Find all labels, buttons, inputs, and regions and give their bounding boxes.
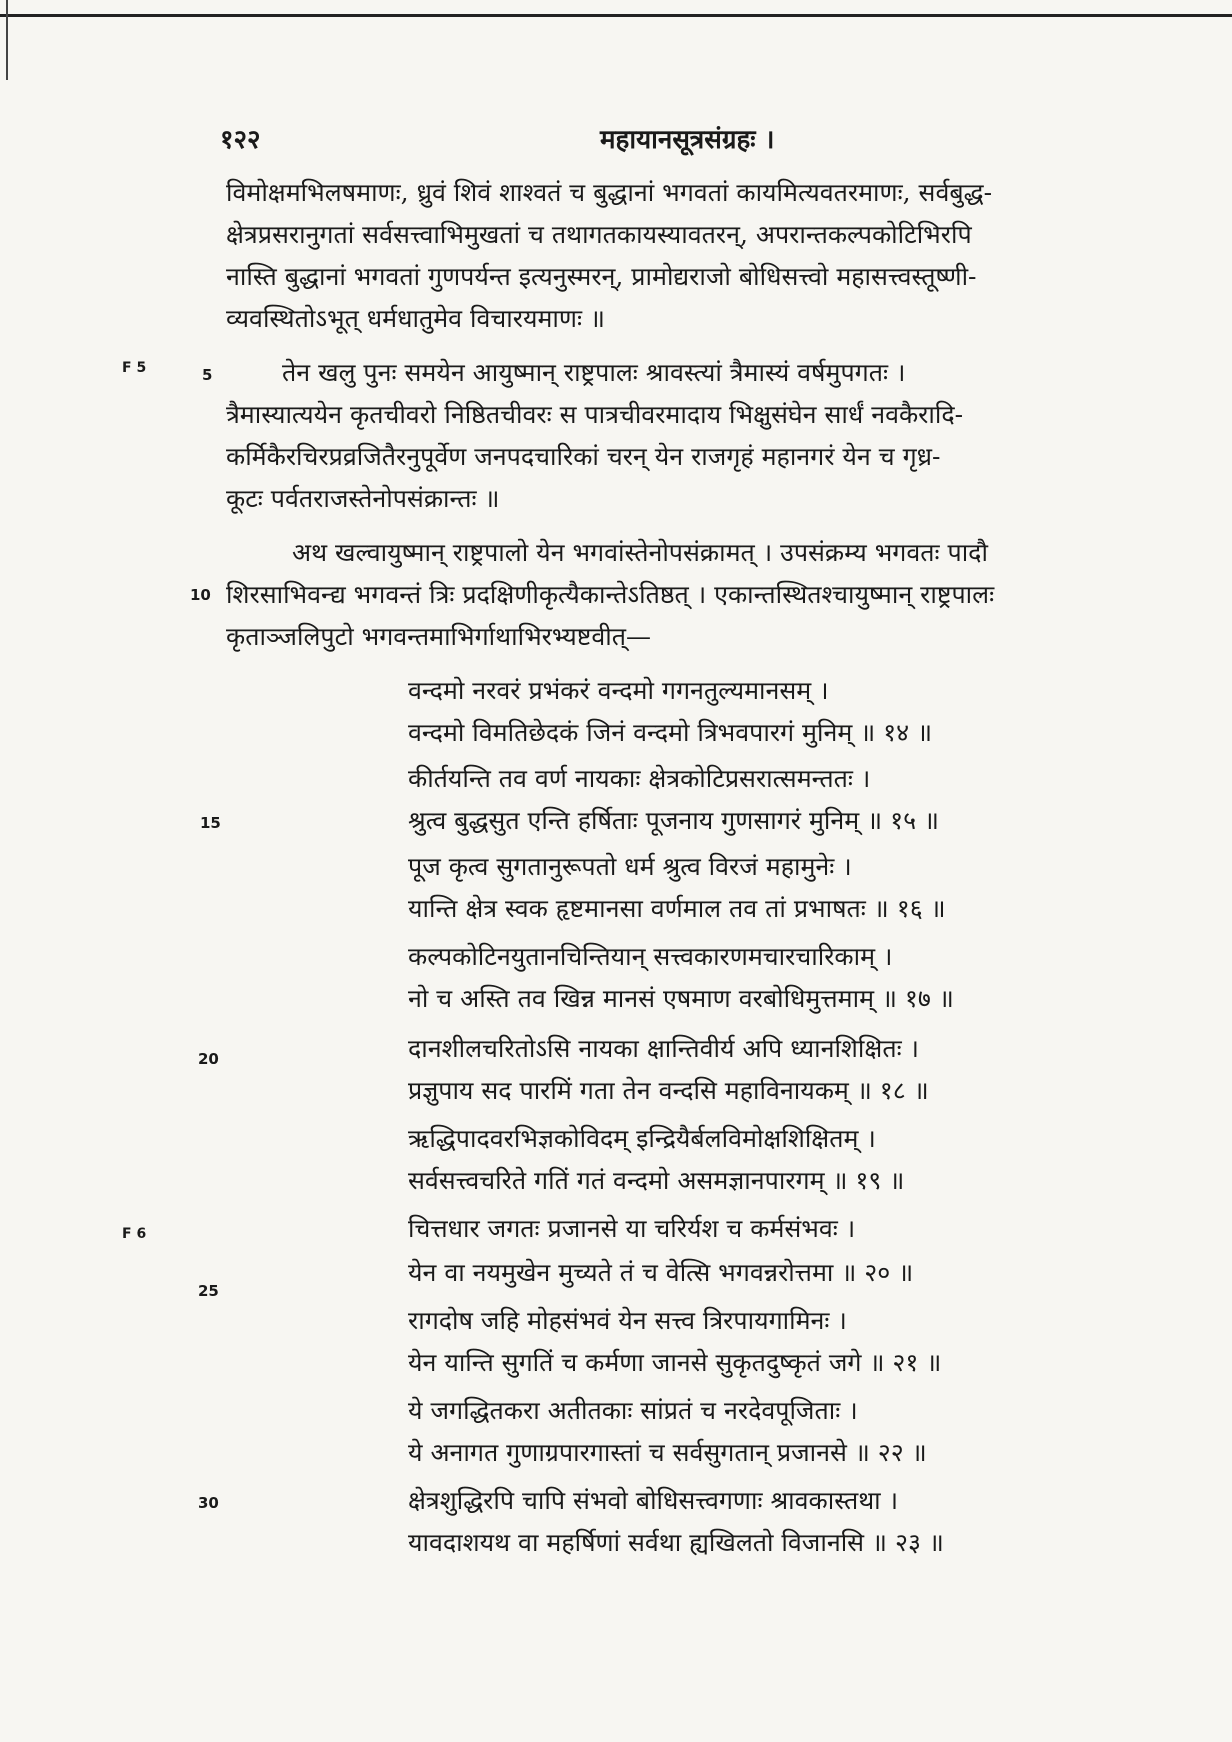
- page-number: १२२: [220, 125, 261, 155]
- running-title: महायानसूत्रसंग्रहः ।: [600, 125, 775, 155]
- verse-line: सर्वसत्त्वचरिते गतिं गतं वन्दमो असमज्ञानपारगम् ॥ १९ ॥: [408, 1166, 905, 1195]
- line-number: 30: [198, 1494, 219, 1512]
- line-number: 25: [198, 1282, 219, 1300]
- text-line: कूटः पर्वतराजस्तेनोपसंक्रान्तः ॥: [226, 484, 500, 513]
- verse-line: वन्दमो विमतिछेदकं जिनं वन्दमो त्रिभवपारगं मुनिम् ॥ १४ ॥: [408, 718, 933, 747]
- line-number: 20: [198, 1050, 219, 1068]
- verse-line: कल्पकोटिनयुतानचिन्तियान् सत्त्वकारणमचारचारिकाम् ।: [408, 942, 893, 971]
- text-line: तेन खलु पुनः समयेन आयुष्मान् राष्ट्रपालः श्रावस्त्यां त्रैमास्यं वर्षमुपगतः ।: [282, 358, 906, 387]
- verse-line: ऋद्धिपादवरभिज्ञकोविदम् इन्द्रियैर्बलविमोक्षशिक्षितम् ।: [408, 1124, 876, 1153]
- verse-line: प्रज्ञुपाय सद पारमिं गता तेन वन्दसि महाविनायकम् ॥ १८ ॥: [408, 1076, 929, 1105]
- top-rule: [0, 14, 1232, 17]
- verse-line: यान्ति क्षेत्र स्वक हृष्टमानसा वर्णमाल तव तां प्रभाषतः ॥ १६ ॥: [408, 894, 946, 923]
- verse-line: पूज कृत्व सुगतानुरूपतो धर्म श्रुत्व विरजं महामुनेः ।: [408, 852, 852, 881]
- verse-line: वन्दमो नरवरं प्रभंकरं वन्दमो गगनतुल्यमानसम् ।: [408, 676, 829, 705]
- verse-line: ये अनागत गुणाग्रपारगास्तां च सर्वसुगतान् प्रजानसे ॥ २२ ॥: [408, 1438, 927, 1467]
- text-line: कृताञ्जलिपुटो भगवन्तमाभिर्गाथाभिरभ्यष्टवीत्—: [226, 622, 651, 651]
- verse-line: रागदोष जहि मोहसंभवं येन सत्त्व त्रिरपायगामिनः ।: [408, 1306, 847, 1335]
- left-margin-rule: [6, 0, 8, 80]
- text-line: अथ खल्वायुष्मान् राष्ट्रपालो येन भगवांस्तेनोपसंक्रामत् । उपसंक्रम्य भगवतः पादौ: [292, 538, 988, 567]
- text-line: शिरसाभिवन्द्य भगवन्तं त्रिः प्रदक्षिणीकृत्यैकान्तेऽतिष्ठत् । एकान्तस्थितश्चायुष्मान् राष्ट्रपालः: [226, 580, 995, 609]
- line-number: 10: [190, 586, 211, 604]
- page-header: [220, 120, 1120, 160]
- text-line: विमोक्षमभिलषमाणः, ध्रुवं शिवं शाश्वतं च बुद्धानां भगवतां कायमित्यवतरमाणः, सर्वबुद्ध-: [226, 178, 993, 207]
- line-number: 5: [202, 366, 213, 384]
- verse-line: दानशीलचरितोऽसि नायका क्षान्तिवीर्य अपि ध्यानशिक्षितः ।: [408, 1034, 920, 1063]
- verse-line: येन यान्ति सुगतिं च कर्मणा जानसे सुकृतदुष्कृतं जगे ॥ २१ ॥: [408, 1348, 942, 1377]
- text-line: कर्मिकैरचिरप्रव्रजितैरनुपूर्वेण जनपदचारिकां चरन् येन राजगृहं महानगरं येन च गृध्र-: [226, 442, 941, 471]
- text-line: व्यवस्थितोऽभूत् धर्मधातुमेव विचारयमाणः ॥: [226, 304, 605, 333]
- text-line: नास्ति बुद्धानां भगवतां गुणपर्यन्त इत्यनुस्मरन्, प्रामोद्यराजो बोधिसत्त्वो महासत्त्वस्तूष्णी-: [226, 262, 977, 291]
- text-line: त्रैमास्यात्ययेन कृतचीवरो निष्ठितचीवरः स पात्रचीवरमादाय भिक्षुसंघेन सार्धं नवकैरादि-: [226, 400, 964, 429]
- line-number: 15: [200, 814, 221, 832]
- verse-line: नो च अस्ति तव खिन्न मानसं एषमाण वरबोधिमुत्तमाम् ॥ १७ ॥: [408, 984, 954, 1013]
- verse-line: क्षेत्रशुद्धिरपि चापि संभवो बोधिसत्त्वगणाः श्रावकास्तथा ।: [408, 1486, 899, 1515]
- verse-line: कीर्तयन्ति तव वर्ण नायकाः क्षेत्रकोटिप्रसरात्समन्ततः ।: [408, 764, 871, 793]
- verse-line: यावदाशयथ वा महर्षिणां सर्वथा ह्यखिलतो विजानसि ॥ २३ ॥: [408, 1528, 944, 1557]
- folio-mark: F 5: [122, 360, 147, 376]
- verse-line: श्रुत्व बुद्धसुत एन्ति हर्षिताः पूजनाय गुणसागरं मुनिम् ॥ १५ ॥: [408, 806, 939, 835]
- folio-mark: F 6: [122, 1226, 147, 1242]
- text-line: क्षेत्रप्रसरानुगतां सर्वसत्त्वाभिमुखतां च तथागतकायस्यावतरन्, अपरान्तकल्पकोटिभिरपि: [226, 220, 972, 249]
- verse-line: येन वा नयमुखेन मुच्यते तं च वेत्सि भगवन्नरोत्तमा ॥ २० ॥: [408, 1258, 914, 1287]
- verse-line: ये जगद्धितकरा अतीतकाः सांप्रतं च नरदेवपूजिताः ।: [408, 1396, 858, 1425]
- verse-line: चित्तधार जगतः प्रजानसे या चरिर्यश च कर्मसंभवः ।: [408, 1214, 856, 1243]
